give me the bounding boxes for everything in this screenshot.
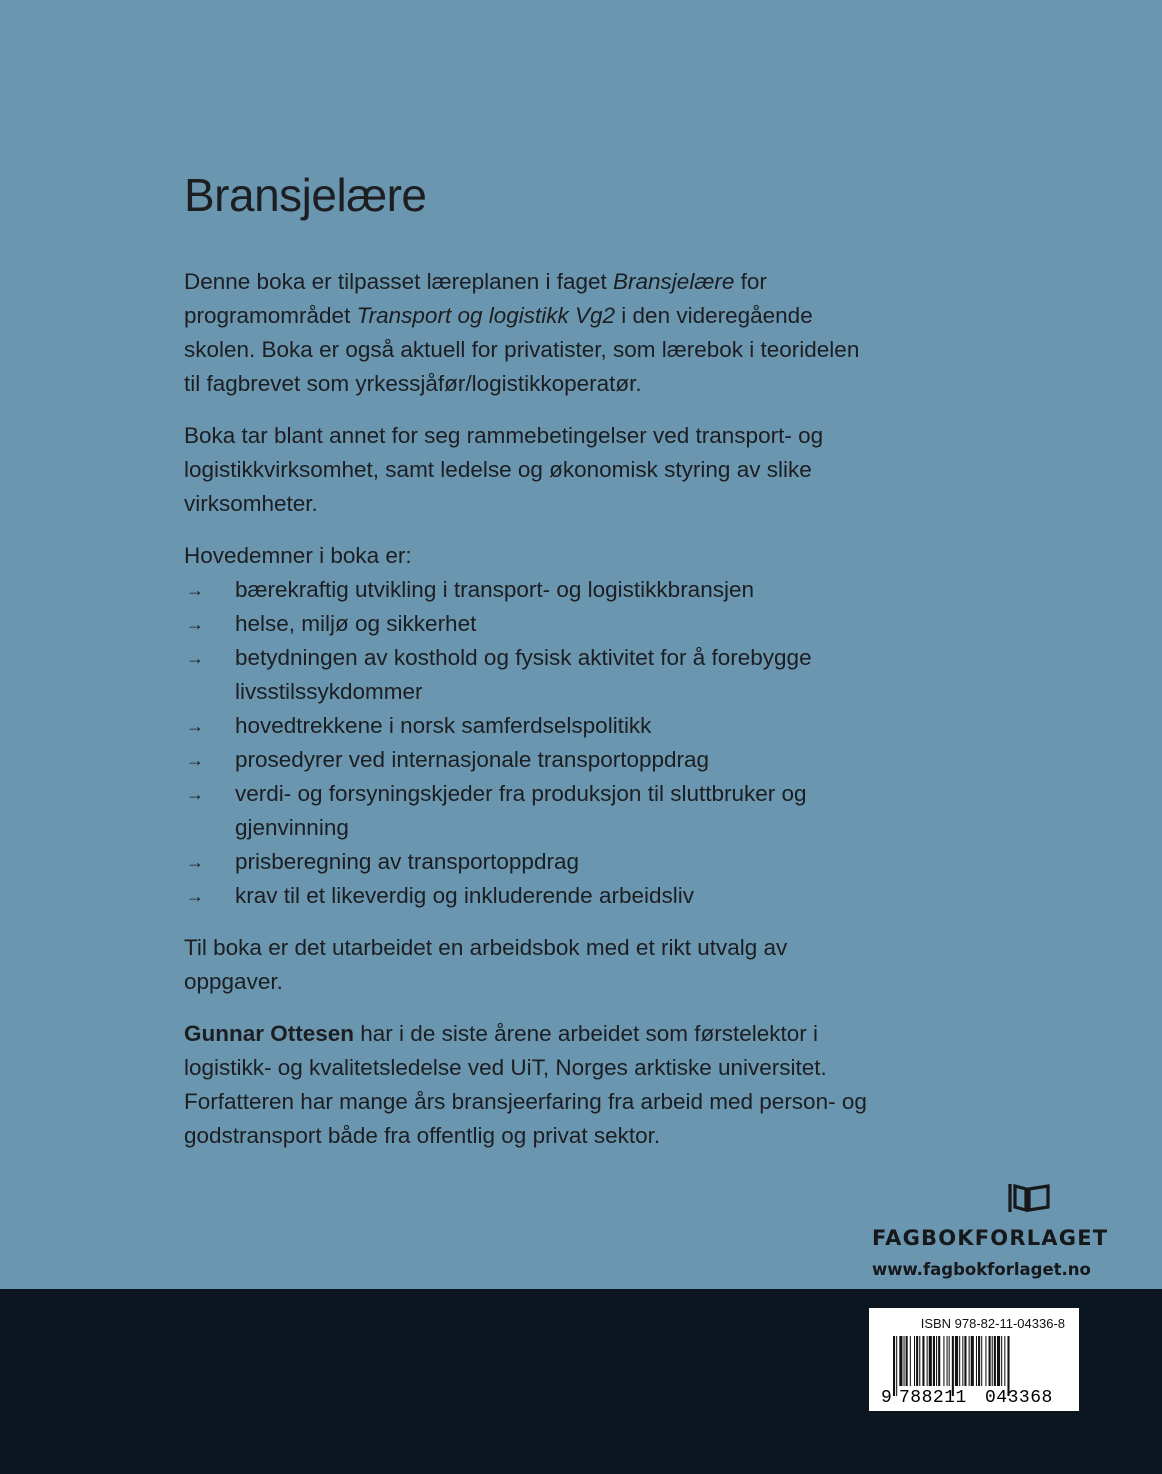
barcode-bar bbox=[1004, 1336, 1005, 1386]
barcode-bar bbox=[922, 1336, 924, 1386]
publisher-block bbox=[872, 1180, 1109, 1279]
list-item: → bærekraftig utvikling i transport- og logistikkbransjen bbox=[184, 573, 874, 607]
barcode-bar bbox=[906, 1336, 908, 1386]
barcode-bar bbox=[916, 1336, 918, 1386]
barcode-bar bbox=[959, 1336, 960, 1386]
barcode-bar bbox=[981, 1336, 982, 1386]
barcode-bar bbox=[936, 1336, 937, 1386]
barcode-bar bbox=[952, 1336, 954, 1396]
barcode-bar bbox=[933, 1336, 935, 1386]
barcode-bar bbox=[964, 1336, 966, 1386]
list-item: → prosedyrer ved internasjonale transportoppdrag bbox=[184, 743, 874, 777]
arrow-right-icon: → bbox=[186, 886, 204, 907]
barcode-bar bbox=[962, 1336, 963, 1386]
barcode-bar bbox=[947, 1336, 948, 1386]
main-text bbox=[184, 168, 874, 1171]
barcode-bar bbox=[927, 1336, 928, 1386]
isbn-barcode bbox=[869, 1308, 1079, 1411]
arrow-right-icon: → bbox=[186, 784, 204, 805]
barcode-bar bbox=[929, 1336, 932, 1386]
program-name: Transport og logistikk Vg2 bbox=[356, 303, 616, 329]
barcode-icon bbox=[881, 1336, 1067, 1404]
list-item: → verdi- og forsyningskjeder fra produksjon til sluttbruker og gjenvinning bbox=[184, 777, 874, 845]
list-item: → betydningen av kosthold og fysisk aktivitet for å forebygge livsstilssykdommer bbox=[184, 641, 874, 709]
barcode-bar bbox=[976, 1336, 977, 1386]
barcode-bar bbox=[992, 1336, 993, 1386]
barcode-bar bbox=[919, 1336, 920, 1386]
arrow-right-icon: → bbox=[186, 716, 204, 737]
barcode-bar bbox=[1001, 1336, 1002, 1386]
barcode-bar bbox=[893, 1336, 895, 1396]
subject-name: Bransjelære bbox=[613, 269, 735, 295]
arrow-right-icon: → bbox=[186, 648, 204, 669]
arrow-right-icon: → bbox=[186, 580, 204, 601]
book-title: Bransjelære bbox=[184, 169, 427, 221]
publisher-url: www.fagbokforlaget.no bbox=[872, 1260, 1091, 1279]
barcode-bar bbox=[971, 1336, 974, 1386]
barcode-bar bbox=[899, 1336, 902, 1386]
author-paragraph bbox=[184, 1017, 874, 1153]
publisher-name: FAGBOKFORLAGET bbox=[872, 1226, 1109, 1250]
list-item: → krav til et likeverdig og inkluderende arbeidsliv bbox=[184, 879, 874, 913]
barcode-bar bbox=[910, 1336, 911, 1386]
topics-heading: Hovedemner i boka er: bbox=[184, 543, 412, 569]
workbook-paragraph: Til boka er det utarbeidet en arbeidsbok med et rikt utvalg av oppgaver. bbox=[184, 935, 788, 995]
isbn-label: ISBN 978-82-11-04336-8 bbox=[920, 1316, 1065, 1331]
barcode-bar bbox=[994, 1336, 996, 1386]
topics-list bbox=[184, 573, 874, 913]
barcode-bar bbox=[914, 1336, 915, 1386]
intro-paragraph: Denne boka er tilpasset læreplanen i faget Bransjelære for programområdet Transport og logistikk Vg2 i den videregående skolen. Boka er også aktuell for privatister, som lærebok i teoridelen til fagbrevet som yrkessjåfør/logistikkoperatør. bbox=[184, 269, 860, 397]
barcode-bar bbox=[943, 1336, 944, 1386]
scope-paragraph: Boka tar blant annet for seg rammebetingelser ved transport- og logistikkvirksomhet, samt ledelse og økonomisk styring av slike virksomheter. bbox=[184, 423, 824, 517]
arrow-right-icon: → bbox=[186, 852, 204, 873]
barcode-bar bbox=[896, 1336, 897, 1396]
book-logo-icon bbox=[872, 1180, 1072, 1216]
barcode-bar bbox=[938, 1336, 940, 1386]
barcode-bar bbox=[949, 1336, 950, 1386]
barcode-bar bbox=[1007, 1336, 1009, 1396]
barcode-digit-prefix: 9 bbox=[881, 1388, 893, 1404]
barcode-bar bbox=[997, 1336, 1000, 1386]
arrow-right-icon: → bbox=[186, 614, 204, 635]
list-item: → prisberegning av transportoppdrag bbox=[184, 845, 874, 879]
barcode-bar bbox=[904, 1336, 905, 1386]
barcode-bar bbox=[969, 1336, 970, 1386]
author-bio: har i de siste årene arbeidet som førstelektor i logistikk- og kvalitetsledelse ved UiT, Norges arktiske universitet. Forfatteren har mange års bransjeerfaring fra arbeid med person- og godstransport både fra offentlig og privat sektor. bbox=[184, 1021, 867, 1149]
barcode-bar bbox=[985, 1336, 986, 1386]
arrow-right-icon: → bbox=[186, 750, 204, 771]
list-item: → helse, miljø og sikkerhet bbox=[184, 607, 874, 641]
barcode-bar bbox=[955, 1336, 958, 1386]
barcode-digits-left: 788211 bbox=[899, 1388, 967, 1404]
barcode-bar bbox=[978, 1336, 980, 1386]
barcode-bar bbox=[989, 1336, 991, 1386]
barcode-digits-right: 043368 bbox=[985, 1388, 1053, 1404]
list-item: → hovedtrekkene i norsk samferdselspolitikk bbox=[184, 709, 874, 743]
author-name: Gunnar Ottesen bbox=[184, 1021, 355, 1047]
